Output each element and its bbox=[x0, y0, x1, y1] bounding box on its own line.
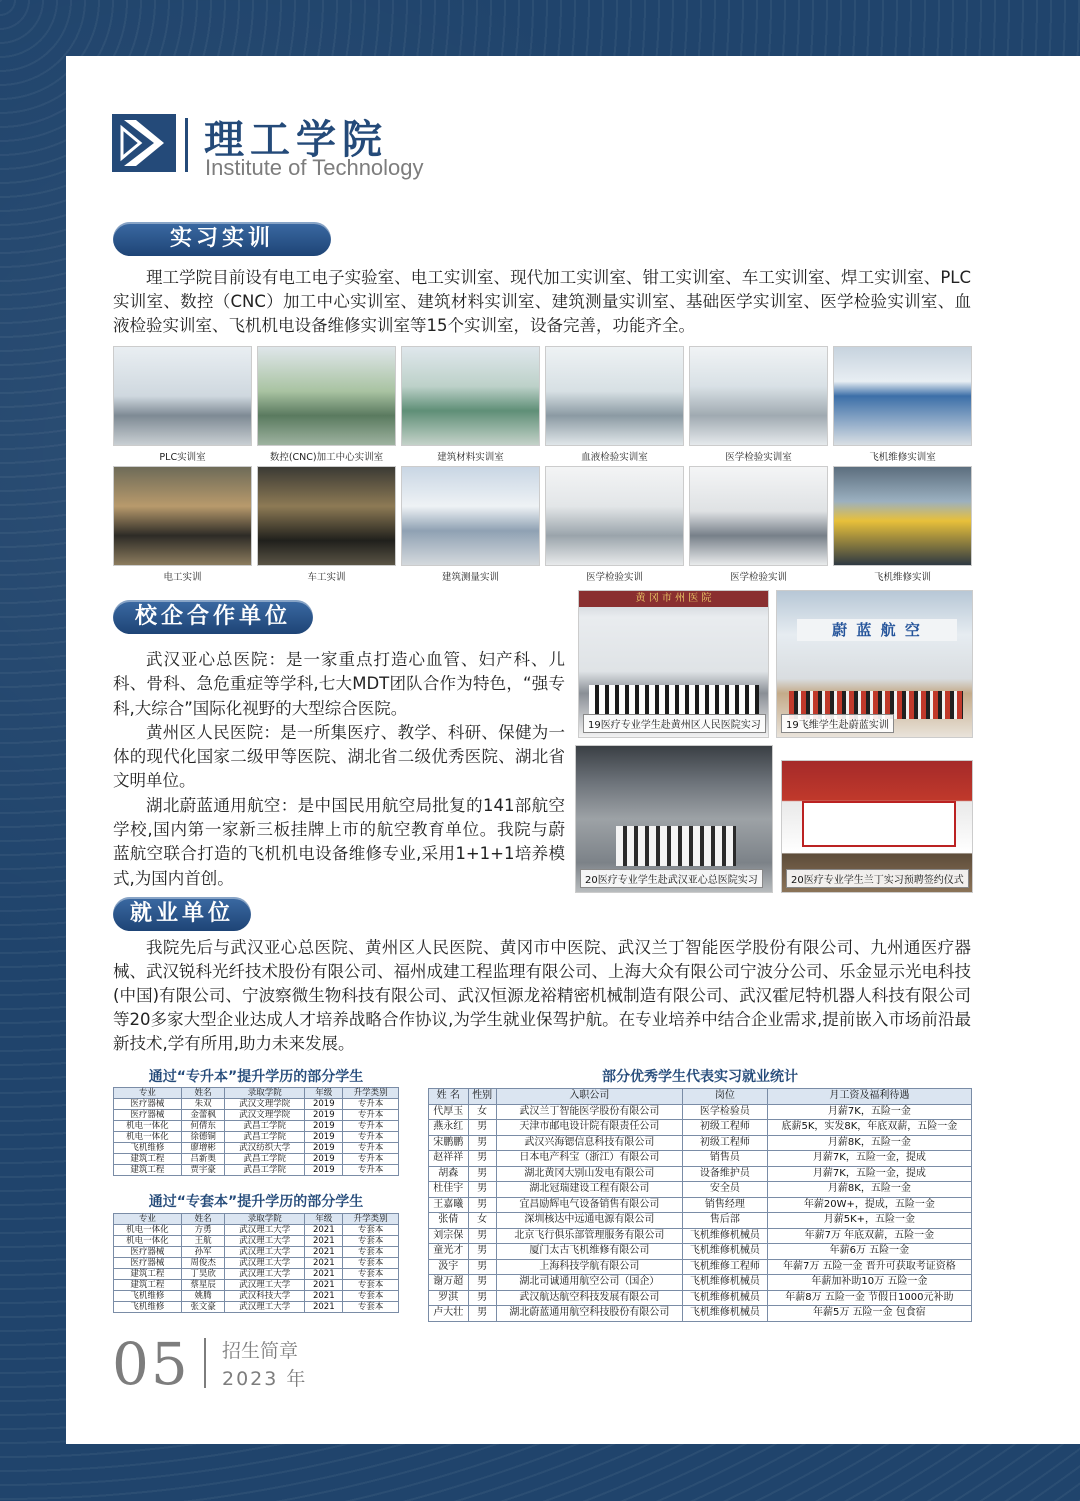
coop-paragraph bbox=[113, 648, 565, 891]
table-row bbox=[114, 1099, 399, 1110]
table-row bbox=[114, 1269, 399, 1280]
table-cell: 武汉纺织大学 bbox=[225, 1143, 305, 1154]
column-header: 岗位 bbox=[683, 1089, 768, 1105]
column-header: 升学类别 bbox=[343, 1214, 399, 1225]
table-cell: 武昌工学院 bbox=[225, 1121, 305, 1132]
table-row bbox=[114, 1291, 399, 1302]
table-cell: 飞机维修工程师 bbox=[683, 1259, 768, 1275]
page-subtitle: Institute of Technology bbox=[205, 155, 424, 180]
table-cell: 年薪5万 五险一金 包食宿 bbox=[767, 1306, 971, 1322]
table-cell: 胡森 bbox=[429, 1166, 469, 1182]
table-cell: 男 bbox=[468, 1306, 496, 1322]
table-row bbox=[429, 1120, 972, 1136]
coop-text-2: 黄州区人民医院：是一所集医疗、教学、科研、保健为一体的现代化国家二级甲等医院、湖北省二级优秀医院、湖北省文明单位。 bbox=[113, 722, 565, 791]
table-cell: 2021 bbox=[305, 1247, 343, 1258]
table-cell: 男 bbox=[468, 1166, 496, 1182]
column-header: 专业 bbox=[114, 1214, 182, 1225]
table-cell: 机电一体化 bbox=[114, 1121, 182, 1132]
table-cell: 设备维护员 bbox=[683, 1166, 768, 1182]
employ-text: 我院先后与武汉亚心总医院、黄州区人民医院、黄冈市中医院、武汉兰丁智能医学股份有限公司、九州通医疗器械、武汉锐科光纤技术股份有限公司、福州成建工程监理有限公司、上海大众有限公司宁波分公司、乐金显示光电科技(中国)有限公司、宁波察微生物科技有限公司、武汉恒源龙裕精密机械制造有限公司、武汉霍尼特机器人科技有限公司等20多家大型企业达成人才培养战略合作协议,为学生就业保驾护航。在专业培养中结合企业需求,提前嵌入市场前沿最新技术,学有所用,助力未来发展。 bbox=[113, 938, 971, 1053]
table-cell: 2019 bbox=[305, 1121, 343, 1132]
table-cell: 专套本 bbox=[343, 1258, 399, 1269]
table-cell: 专套本 bbox=[343, 1225, 399, 1236]
column-header: 年级 bbox=[305, 1214, 343, 1225]
table-cell: 机电一体化 bbox=[114, 1236, 182, 1247]
table-cell: 2019 bbox=[305, 1132, 343, 1143]
table-cell: 女 bbox=[468, 1104, 496, 1120]
training-photo bbox=[257, 346, 396, 446]
table-cell: 底薪5K，实发8K，年底双薪，五险一金 bbox=[767, 1120, 971, 1136]
table-cell: 专套本 bbox=[343, 1302, 399, 1313]
table-cell: 湖北冠瑞建设工程有限公司 bbox=[496, 1182, 682, 1198]
section-heading-coop: 校企合作单位 bbox=[113, 600, 313, 634]
table-row bbox=[114, 1110, 399, 1121]
table-row bbox=[114, 1236, 399, 1247]
table-cell: 安全员 bbox=[683, 1182, 768, 1198]
table-cell: 日本电产科宝（浙江）有限公司 bbox=[496, 1151, 682, 1167]
training-photo bbox=[833, 346, 972, 446]
employ-paragraph bbox=[113, 936, 971, 1056]
training-photo-caption: 飞机维修实训 bbox=[873, 572, 931, 583]
table-cell: 姚腾 bbox=[181, 1291, 225, 1302]
table-cell: 专升本 bbox=[343, 1132, 399, 1143]
table-cell: 飞机维修机械员 bbox=[683, 1275, 768, 1291]
table-cell: 专升本 bbox=[343, 1154, 399, 1165]
training-photo bbox=[689, 346, 828, 446]
table-cell: 2021 bbox=[305, 1269, 343, 1280]
table-cell: 专升本 bbox=[343, 1165, 399, 1176]
table-upgrade-bachelor bbox=[113, 1087, 399, 1176]
table-row bbox=[114, 1121, 399, 1132]
table-cell: 男 bbox=[468, 1182, 496, 1198]
table-cell: 建筑工程 bbox=[114, 1280, 182, 1291]
table-cell: 月薪7K，五险一金，提成 bbox=[767, 1151, 971, 1167]
table-row bbox=[114, 1302, 399, 1313]
aviation-sign: 蔚 蓝 航 空 bbox=[797, 619, 957, 641]
table-cell: 蔡星辰 bbox=[181, 1280, 225, 1291]
coop-photo-3 bbox=[575, 745, 773, 893]
table-row bbox=[114, 1247, 399, 1258]
coop-photo-4 bbox=[781, 760, 973, 893]
table-cell: 男 bbox=[468, 1290, 496, 1306]
table-cell: 武汉理工大学 bbox=[225, 1247, 305, 1258]
training-photo-caption: 车工实训 bbox=[307, 572, 346, 583]
table-cell: 宋鹏鹏 bbox=[429, 1135, 469, 1151]
column-header: 专业 bbox=[114, 1088, 182, 1099]
table-cell: 男 bbox=[468, 1135, 496, 1151]
table-cell: 代厚玉 bbox=[429, 1104, 469, 1120]
training-photo bbox=[833, 466, 972, 566]
table-cell: 专升本 bbox=[343, 1110, 399, 1121]
table-row bbox=[114, 1280, 399, 1291]
training-photo-caption: 血液检验实训室 bbox=[581, 452, 648, 463]
column-header: 姓名 bbox=[181, 1088, 225, 1099]
table-cell: 贾宇豪 bbox=[181, 1165, 225, 1176]
table-header-row bbox=[114, 1214, 399, 1225]
table-row bbox=[429, 1151, 972, 1167]
table-cell: 月薪8K，五险一金 bbox=[767, 1135, 971, 1151]
table-cell: 专套本 bbox=[343, 1236, 399, 1247]
coop-photo-3-caption: 20医疗专业学生赴武汉亚心总医院实习 bbox=[580, 869, 763, 888]
section-heading-employ: 就业单位 bbox=[113, 897, 251, 931]
page-title: 理工学院 bbox=[204, 116, 388, 163]
coop-photo-2 bbox=[776, 590, 973, 738]
footer-brochure-title: 招生简章 bbox=[222, 1340, 299, 1362]
table-cell: 专套本 bbox=[343, 1280, 399, 1291]
table-cell: 武昌工学院 bbox=[225, 1132, 305, 1143]
table-cell: 年薪6万 五险一金 bbox=[767, 1244, 971, 1260]
table1-title: 通过“专升本”提升学历的部分学生 bbox=[148, 1069, 364, 1085]
table-cell: 武汉理工大学 bbox=[225, 1269, 305, 1280]
table-cell: 建筑工程 bbox=[114, 1269, 182, 1280]
table-row bbox=[429, 1213, 972, 1229]
table-cell: 吕新奥 bbox=[181, 1154, 225, 1165]
training-photo bbox=[401, 346, 540, 446]
table-cell: 武汉科技大学 bbox=[225, 1291, 305, 1302]
table-cell: 飞机维修 bbox=[114, 1291, 182, 1302]
table-cell: 男 bbox=[468, 1259, 496, 1275]
table-cell: 孙军 bbox=[181, 1247, 225, 1258]
table-cell: 武汉文理学院 bbox=[225, 1110, 305, 1121]
header-divider bbox=[185, 118, 188, 172]
table-cell: 男 bbox=[468, 1275, 496, 1291]
table-row bbox=[429, 1275, 972, 1291]
training-photo-caption: 医学检验实训 bbox=[585, 572, 643, 583]
table-cell: 湖北司诚通用航空公司（国企） bbox=[496, 1275, 682, 1291]
table-cell: 建筑工程 bbox=[114, 1165, 182, 1176]
column-header: 姓名 bbox=[181, 1214, 225, 1225]
table-cell: 医疗器械 bbox=[114, 1099, 182, 1110]
training-photo bbox=[113, 346, 252, 446]
table-cell: 飞机维修机械员 bbox=[683, 1244, 768, 1260]
column-header: 年级 bbox=[305, 1088, 343, 1099]
table-cell: 飞机维修机械员 bbox=[683, 1228, 768, 1244]
table-row bbox=[429, 1104, 972, 1120]
table-cell: 徐德铜 bbox=[181, 1132, 225, 1143]
table-cell: 月薪5K+，五险一金 bbox=[767, 1213, 971, 1229]
table-cell: 武汉文理学院 bbox=[225, 1099, 305, 1110]
table-cell: 2021 bbox=[305, 1258, 343, 1269]
table-row bbox=[114, 1132, 399, 1143]
table-cell: 丁昊欣 bbox=[181, 1269, 225, 1280]
table-cell: 2021 bbox=[305, 1280, 343, 1291]
table-cell: 金蕾枫 bbox=[181, 1110, 225, 1121]
table-cell: 初级工程师 bbox=[683, 1135, 768, 1151]
training-paragraph bbox=[113, 266, 971, 338]
table-cell: 卢大壮 bbox=[429, 1306, 469, 1322]
table-cell: 男 bbox=[468, 1197, 496, 1213]
column-header: 入职公司 bbox=[496, 1089, 682, 1105]
table-row bbox=[429, 1182, 972, 1198]
table-cell: 武汉理工大学 bbox=[225, 1258, 305, 1269]
table-cell: 武昌工学院 bbox=[225, 1154, 305, 1165]
table-cell: 专升本 bbox=[343, 1099, 399, 1110]
table-row bbox=[429, 1197, 972, 1213]
training-photo bbox=[113, 466, 252, 566]
hospital-sign: 黄 冈 市 州 医 院 bbox=[579, 591, 768, 607]
column-header: 月工资及福利待遇 bbox=[767, 1089, 971, 1105]
table-cell: 燕永红 bbox=[429, 1120, 469, 1136]
coop-text-1: 武汉亚心总医院：是一家重点打造心血管、妇产科、儿科、骨科、急危重症等学科,七大MDT团队合作为特色，“强专科,大综合”国际化视野的大型综合医院。 bbox=[113, 650, 565, 718]
table-cell: 杜佳宇 bbox=[429, 1182, 469, 1198]
table-cell: 年薪20W+，提成，五险一金 bbox=[767, 1197, 971, 1213]
table-cell: 罗淇 bbox=[429, 1290, 469, 1306]
table-cell: 刘宗保 bbox=[429, 1228, 469, 1244]
footer-divider bbox=[204, 1338, 206, 1388]
table-cell: 专套本 bbox=[343, 1247, 399, 1258]
table-cell: 医疗器械 bbox=[114, 1247, 182, 1258]
table-cell: 2021 bbox=[305, 1225, 343, 1236]
table-cell: 年薪加补助10万 五险一金 bbox=[767, 1275, 971, 1291]
table-cell: 初级工程师 bbox=[683, 1120, 768, 1136]
column-header: 升学类别 bbox=[343, 1088, 399, 1099]
table-cell: 厦门太古飞机维修有限公司 bbox=[496, 1244, 682, 1260]
coop-photo-1 bbox=[578, 590, 769, 738]
table-cell: 赵祥祥 bbox=[429, 1151, 469, 1167]
table-cell: 男 bbox=[468, 1244, 496, 1260]
table-cell: 周俊杰 bbox=[181, 1258, 225, 1269]
table-row bbox=[114, 1258, 399, 1269]
table-cell: 2019 bbox=[305, 1110, 343, 1121]
training-photo-caption: 建筑材料实训室 bbox=[437, 452, 504, 463]
table-cell: 医疗器械 bbox=[114, 1110, 182, 1121]
table-cell: 朱双 bbox=[181, 1099, 225, 1110]
coop-photo-4-caption: 20医疗专业学生兰丁实习预聘签约仪式 bbox=[786, 869, 969, 888]
coop-text-3: 湖北蔚蓝通用航空：是中国民用航空局批复的141部航空学校,国内第一家新三板挂牌上市的航空教育单位。我院与蔚 蓝航空联合打造的飞机机电设备维修专业,采用1+1+1培养模式,为国内首创。 bbox=[113, 795, 565, 888]
group-photo-people bbox=[589, 685, 759, 715]
table-row bbox=[114, 1225, 399, 1236]
table-cell: 男 bbox=[468, 1151, 496, 1167]
table-row bbox=[429, 1228, 972, 1244]
column-header: 性别 bbox=[468, 1089, 496, 1105]
table-row bbox=[429, 1244, 972, 1260]
page-number: 05 bbox=[112, 1330, 190, 1398]
table-header-row bbox=[429, 1089, 972, 1105]
table-cell: 武昌工学院 bbox=[225, 1165, 305, 1176]
table-cell: 廖增彬 bbox=[181, 1143, 225, 1154]
table-cell: 张文豪 bbox=[181, 1302, 225, 1313]
training-photo bbox=[545, 466, 684, 566]
table-cell: 飞机维修机械员 bbox=[683, 1306, 768, 1322]
table-cell: 年薪7万 五险一金 晋升可获取考证资格 bbox=[767, 1259, 971, 1275]
section-heading-training: 实习实训 bbox=[113, 222, 331, 256]
table-cell: 专升本 bbox=[343, 1143, 399, 1154]
training-photo bbox=[401, 466, 540, 566]
table-cell: 方勇 bbox=[181, 1225, 225, 1236]
table-cell: 售后部 bbox=[683, 1213, 768, 1229]
table-cell: 2019 bbox=[305, 1165, 343, 1176]
table-cell: 童光才 bbox=[429, 1244, 469, 1260]
table-cell: 专套本 bbox=[343, 1269, 399, 1280]
table-cell: 宜昌励辉电气设备销售有限公司 bbox=[496, 1197, 682, 1213]
table-cell: 2021 bbox=[305, 1236, 343, 1247]
table-cell: 男 bbox=[468, 1228, 496, 1244]
table-cell: 2021 bbox=[305, 1291, 343, 1302]
table-row bbox=[429, 1306, 972, 1322]
table-cell: 医疗器械 bbox=[114, 1258, 182, 1269]
table-cell: 年薪7万 年底双薪，五险一金 bbox=[767, 1228, 971, 1244]
table-cell: 天津市邮电设计院有限责任公司 bbox=[496, 1120, 682, 1136]
column-header: 姓 名 bbox=[429, 1089, 469, 1105]
table-cell: 王嘉曦 bbox=[429, 1197, 469, 1213]
table-cell: 女 bbox=[468, 1213, 496, 1229]
training-photo bbox=[257, 466, 396, 566]
table-cell: 2019 bbox=[305, 1143, 343, 1154]
table-cell: 医学检验员 bbox=[683, 1104, 768, 1120]
table-cell: 湖北蔚蓝通用航空科技股份有限公司 bbox=[496, 1306, 682, 1322]
table3-title: 部分优秀学生代表实习就业统计 bbox=[602, 1069, 798, 1085]
table-cell: 武汉兰丁智能医学股份有限公司 bbox=[496, 1104, 682, 1120]
table-row bbox=[429, 1259, 972, 1275]
table-cell: 谢万超 bbox=[429, 1275, 469, 1291]
column-header: 录取学院 bbox=[225, 1214, 305, 1225]
table-cell: 机电一体化 bbox=[114, 1225, 182, 1236]
table-cell: 武汉理工大学 bbox=[225, 1236, 305, 1247]
table-cell: 湖北黄冈大别山发电有限公司 bbox=[496, 1166, 682, 1182]
table-cell: 飞机维修 bbox=[114, 1143, 182, 1154]
table-cell: 上海科技学航有限公司 bbox=[496, 1259, 682, 1275]
table-cell: 销售员 bbox=[683, 1151, 768, 1167]
training-photo bbox=[689, 466, 828, 566]
training-photo-caption: PLC实训室 bbox=[159, 452, 206, 463]
table-cell: 2019 bbox=[305, 1099, 343, 1110]
chevron-logo-icon bbox=[112, 114, 176, 172]
table-cell: 王航 bbox=[181, 1236, 225, 1247]
training-text: 理工学院目前设有电工电子实验室、电工实训室、现代加工实训室、钳工实训室、车工实训室、焊工实训室、PLC实训室、数控（CNC）加工中心实训室、建筑材料实训室、建筑测量实训室、基础医学实训室、医学检验实训室、血液检验实训室、飞机机电设备维修实训室等15个实训室，设备完善，功能齐全。 bbox=[113, 268, 971, 335]
table-cell: 销售经理 bbox=[683, 1197, 768, 1213]
table-row bbox=[429, 1166, 972, 1182]
table-header-row bbox=[114, 1088, 399, 1099]
table-self-study-bachelor bbox=[113, 1213, 399, 1313]
table-cell: 何倩东 bbox=[181, 1121, 225, 1132]
table-cell: 2019 bbox=[305, 1154, 343, 1165]
table-row bbox=[114, 1165, 399, 1176]
group-photo-people bbox=[616, 826, 736, 866]
table-cell: 专套本 bbox=[343, 1291, 399, 1302]
table-cell: 月薪7K，五险一金，提成 bbox=[767, 1166, 971, 1182]
table-cell: 飞机维修 bbox=[114, 1302, 182, 1313]
table-row bbox=[429, 1290, 972, 1306]
training-photo-caption: 建筑测量实训 bbox=[441, 572, 499, 583]
table-employment-stats bbox=[428, 1088, 972, 1322]
table-cell: 2021 bbox=[305, 1302, 343, 1313]
table-row bbox=[114, 1143, 399, 1154]
table-cell: 机电一体化 bbox=[114, 1132, 182, 1143]
training-photo-caption: 飞机维修实训室 bbox=[869, 452, 936, 463]
table-cell: 建筑工程 bbox=[114, 1154, 182, 1165]
table-row bbox=[429, 1135, 972, 1151]
table-cell: 汲宇 bbox=[429, 1259, 469, 1275]
table-cell: 武汉理工大学 bbox=[225, 1302, 305, 1313]
table-cell: 北京飞行俱乐部管理服务有限公司 bbox=[496, 1228, 682, 1244]
footer-year: 2023 年 bbox=[222, 1368, 308, 1390]
table-cell: 深圳核达中远通电源有限公司 bbox=[496, 1213, 682, 1229]
table-cell: 年薪8万 五险一金 节假日1000元补助 bbox=[767, 1290, 971, 1306]
training-photo-caption: 数控(CNC)加工中心实训室 bbox=[269, 452, 384, 463]
table-cell: 月薪7K，五险一金 bbox=[767, 1104, 971, 1120]
table-cell: 张倩 bbox=[429, 1213, 469, 1229]
coop-photo-1-caption: 19医疗专业学生赴黄州区人民医院实习 bbox=[583, 714, 766, 733]
table-cell: 月薪8K，五险一金 bbox=[767, 1182, 971, 1198]
coop-photo-2-caption: 19飞维学生赴蔚蓝实训 bbox=[781, 714, 894, 733]
table-cell: 男 bbox=[468, 1120, 496, 1136]
table-cell: 武汉理工大学 bbox=[225, 1225, 305, 1236]
table-cell: 武汉航达航空科技发展有限公司 bbox=[496, 1290, 682, 1306]
training-photo-caption: 医学检验实训室 bbox=[725, 452, 792, 463]
training-photo bbox=[545, 346, 684, 446]
column-header: 录取学院 bbox=[225, 1088, 305, 1099]
table-cell: 专升本 bbox=[343, 1121, 399, 1132]
table-cell: 飞机维修机械员 bbox=[683, 1290, 768, 1306]
table2-title: 通过“专套本”提升学历的部分学生 bbox=[148, 1194, 364, 1210]
table-cell: 武汉理工大学 bbox=[225, 1280, 305, 1291]
training-photo-caption: 医学检验实训 bbox=[729, 572, 787, 583]
training-photo-caption: 电工实训 bbox=[163, 572, 202, 583]
signing-banner bbox=[802, 801, 956, 847]
table-row bbox=[114, 1154, 399, 1165]
table-cell: 武汉兴海锶信息科技有限公司 bbox=[496, 1135, 682, 1151]
